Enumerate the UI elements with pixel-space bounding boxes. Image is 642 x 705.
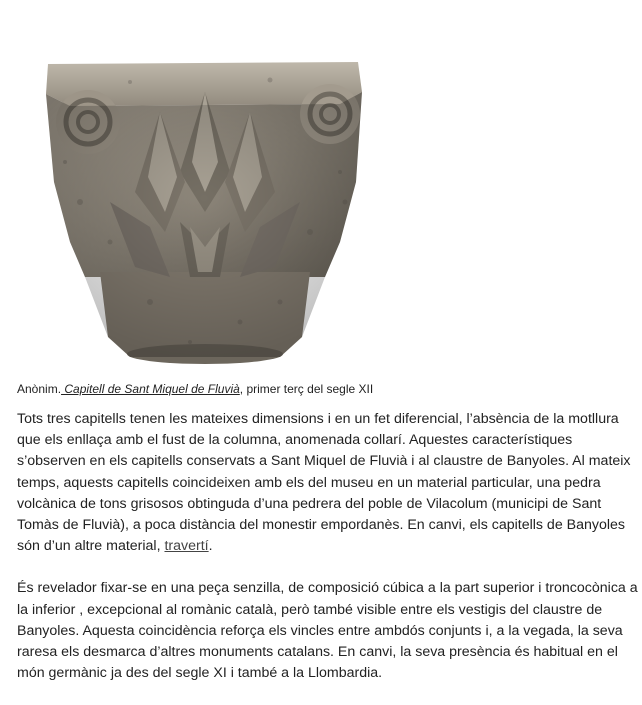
caption-author: Anònim. <box>17 382 62 396</box>
stone-capital-illustration <box>40 52 370 370</box>
paragraph-1-end: . <box>208 538 213 555</box>
capital-image <box>40 52 370 370</box>
caption-date: , primer terç del segle XII <box>239 382 374 396</box>
image-caption <box>17 381 637 397</box>
paragraph-2: És revelador fixar-se en una peça senzilla, de composició cúbica a la part superior i troncocònica a la inferior , excepcional al romànic català, però també visible entre els vestigis del claustre de Banyoles. Aquesta coincidència reforça els vincles entre ambdós conjunts i, a la vegada, la seva raresa els desmarca d’altres monuments catalans. En canvi, la seva presència és habitual en el món germànic ja des del segle XI i també a la Llombardia. <box>17 580 638 682</box>
paragraph-1 <box>17 409 639 557</box>
paragraph-1-text: Tots tres capitells tenen les mateixes dimensions i en un fet diferencial, l’absència de la motllura que els enllaça amb el fust de la columna, anomenada collarí. Aquestes característiques s’observen en els capitells conservats a Sant Miquel de Fluvià i al claustre de Banyoles. Al mateix temps, aquests capitells coincideixen amb els del museu en un material particular, una pedra volcànica de tons grisosos obtinguda d’una pedrera del poble de Vilacolum (municipi de Sant Tomàs de Fluvià), a poca distància del monestir empordanès. En canvi, els capitells de Banyoles són d’un altre material, <box>17 411 631 555</box>
travertine-link[interactable]: travertí <box>164 538 209 555</box>
article-body <box>17 409 639 705</box>
caption-artwork-link[interactable]: Capitell de Sant Miquel de Fluvià <box>61 382 240 396</box>
